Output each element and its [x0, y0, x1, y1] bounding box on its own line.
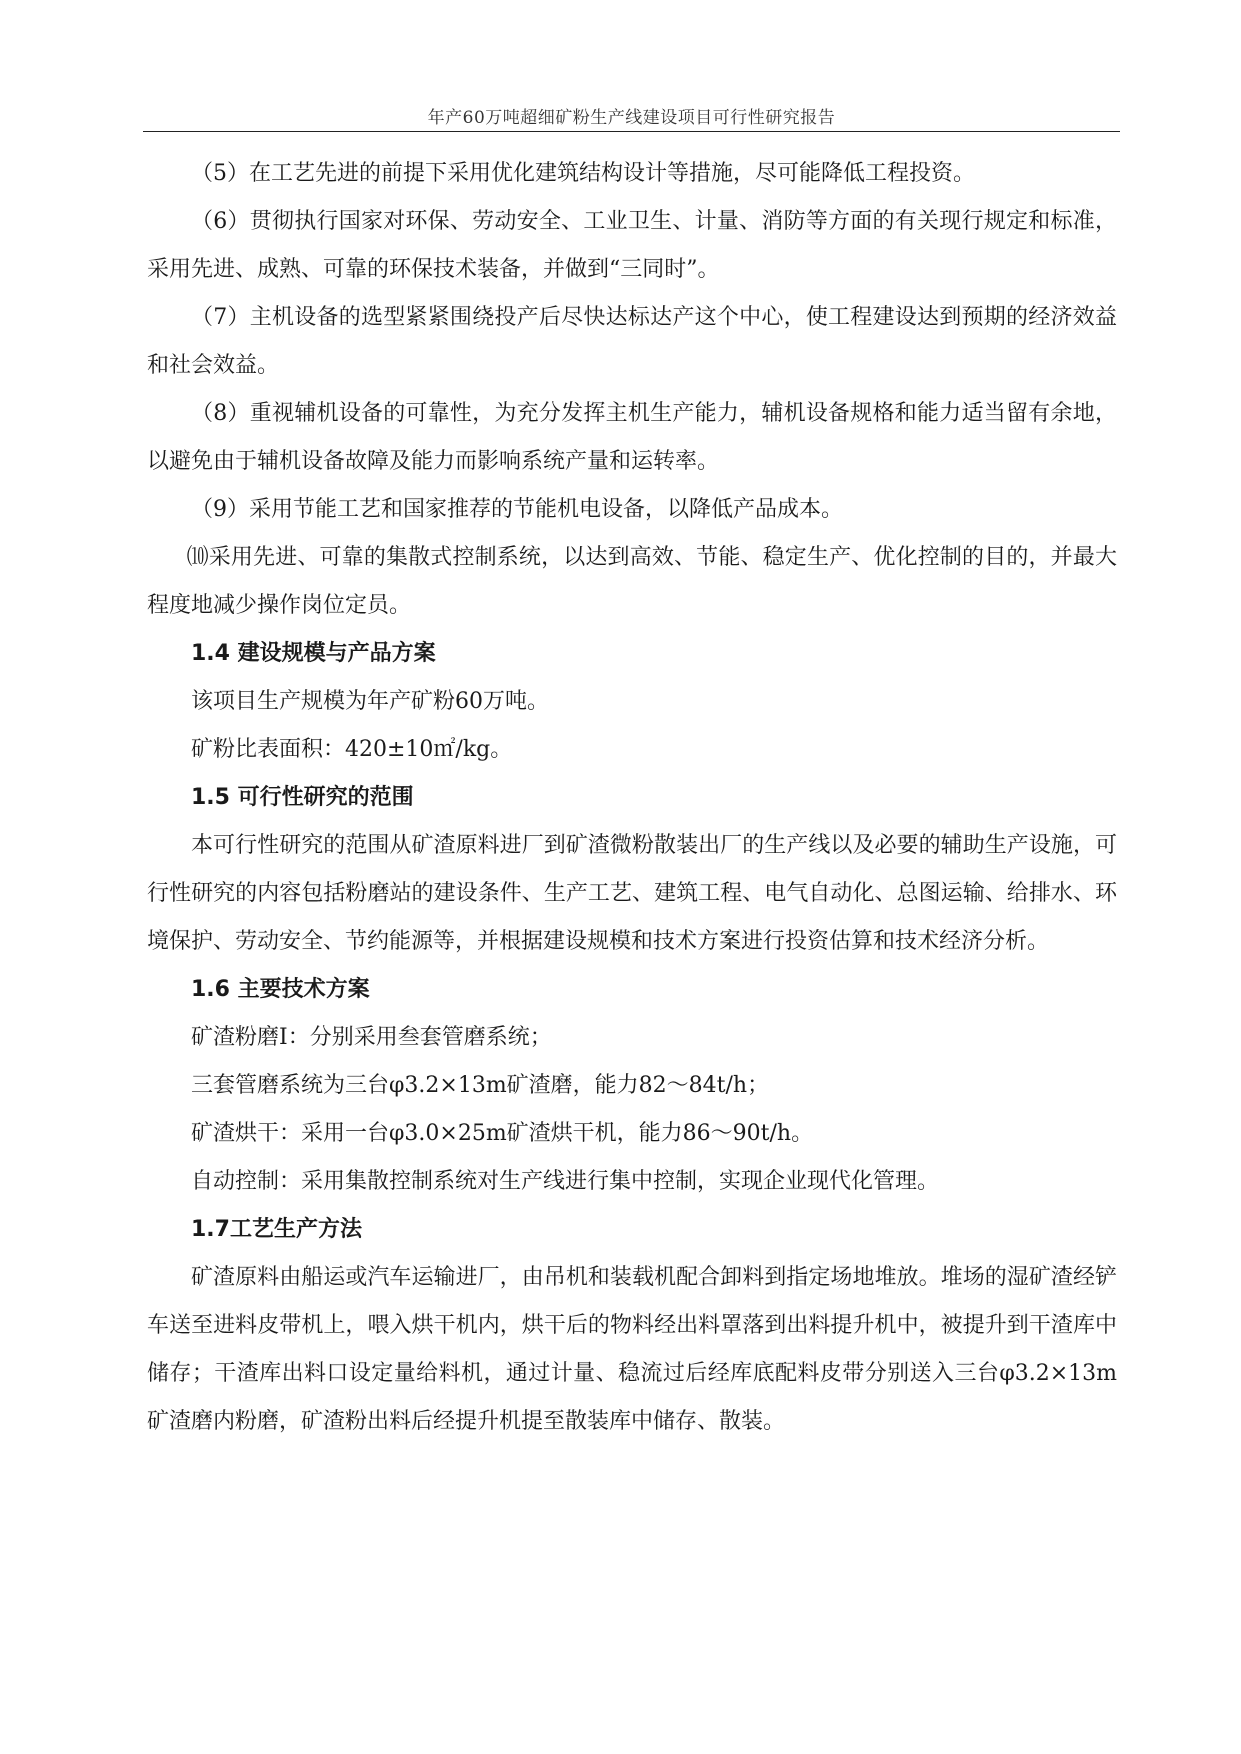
scope-paragraph: 本可行性研究的范围从矿渣原料进厂到矿渣微粉散装出厂的生产线以及必要的辅助生产设施，可行性研究的内容包括粉磨站的建设条件、生产工艺、建筑工程、电气自动化、总图运输、给排水、环境保护、劳动安全、节约能源等，并根据建设规模和技术方案进行投资估算和技术经济分析。 — [147, 833, 1117, 954]
scale-text: 该项目生产规模为年产矿粉60万吨。 — [191, 689, 549, 714]
tech-line-mills: 三套管磨系统为三台φ3.2×13m矿渣磨，能力82～84t/h； — [191, 1073, 770, 1098]
page-header-title: 年产60万吨超细矿粉生产线建设项目可行性研究报告 — [427, 108, 836, 128]
paragraph-item-10: ⑽采用先进、可靠的集散式控制系统，以达到高效、节能、稳定生产、优化控制的目的，并最大程度地减少操作岗位定员。 — [147, 545, 1117, 618]
tech-line-control: 自动控制：采用集散控制系统对生产线进行集中控制，实现企业现代化管理。 — [191, 1169, 940, 1194]
header-divider — [143, 131, 1120, 132]
document-body — [147, 150, 1117, 1446]
section-heading-1-7: 1.7工艺生产方法 — [191, 1217, 362, 1242]
section-heading-1-5: 1.5 可行性研究的范围 — [191, 785, 414, 810]
specific-surface-text: 矿粉比表面积：420±10㎡/kg。 — [191, 737, 513, 762]
paragraph-item-9: （9）采用节能工艺和国家推荐的节能机电设备，以降低产品成本。 — [191, 497, 843, 522]
process-paragraph: 矿渣原料由船运或汽车运输进厂，由吊机和装载机配合卸料到指定场地堆放。堆场的湿矿渣经铲车送至进料皮带机上，喂入烘干机内，烘干后的物料经出料罩落到出料提升机中，被提升到干渣库中储存；干渣库出料口设定量给料机，通过计量、稳流过后经库底配料皮带分别送入三台φ3.2×13m矿渣磨内粉磨，矿渣粉出料后经提升机提至散装库中储存、散装。 — [147, 1265, 1117, 1434]
paragraph-item-7: （7）主机设备的选型紧紧围绕投产后尽快达标达产这个中心，使工程建设达到预期的经济效益和社会效益。 — [147, 305, 1117, 378]
paragraph-item-6: （6）贯彻执行国家对环保、劳动安全、工业卫生、计量、消防等方面的有关现行规定和标准，采用先进、成熟、可靠的环保技术装备，并做到“三同时”。 — [147, 209, 1117, 282]
section-heading-1-4: 1.4 建设规模与产品方案 — [191, 641, 436, 666]
tech-line-drying: 矿渣烘干：采用一台φ3.0×25m矿渣烘干机，能力86～90t/h。 — [191, 1121, 814, 1146]
tech-line-grinding: 矿渣粉磨I：分别采用叁套管磨系统； — [191, 1025, 552, 1050]
section-heading-1-6: 1.6 主要技术方案 — [191, 977, 370, 1002]
paragraph-item-8: （8）重视辅机设备的可靠性，为充分发挥主机生产能力，辅机设备规格和能力适当留有余地，以避免由于辅机设备故障及能力而影响系统产量和运转率。 — [147, 401, 1117, 474]
paragraph-item-5: （5）在工艺先进的前提下采用优化建筑结构设计等措施，尽可能降低工程投资。 — [191, 161, 975, 186]
